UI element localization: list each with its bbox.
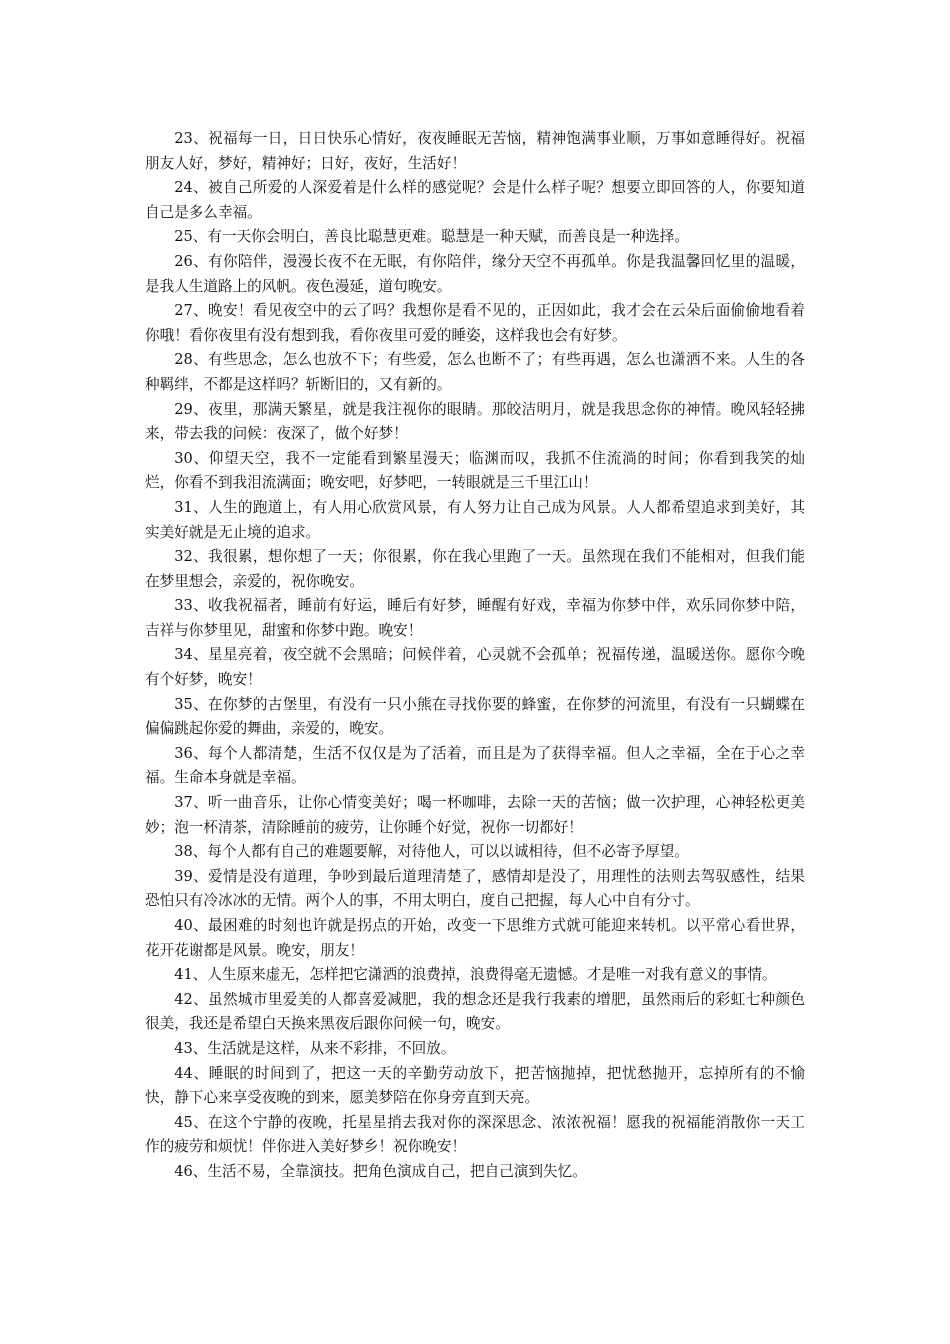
paragraph-37: 37、听一曲音乐，让你心情变美好；喝一杯咖啡，去除一天的苦恼；做一次护理，心神轻松更美妙；泡一杯清茶，清除睡前的疲劳，让你睡个好觉，祝你一切都好！ xyxy=(145,794,805,836)
paragraph-38: 38、每个人都有自己的难题要解，对待他人，可以以诚相待，但不必寄予厚望。 xyxy=(174,843,689,861)
paragraph-41: 41、人生原来虚无，怎样把它潇洒的浪费掉，浪费得毫无遗憾。才是唯一对我有意义的事情。 xyxy=(174,966,777,984)
paragraph-27: 27、晚安！看见夜空中的云了吗？我想你是看不见的，正因如此，我才会在云朵后面偷偷地看着你哦！看你夜里有没有想到我，看你夜里可爱的睡姿，这样我也会有好梦。 xyxy=(145,302,805,344)
paragraph-24: 24、被自己所爱的人深爱着是什么样的感觉呢？会是什么样子呢？想要立即回答的人，你要知道自己是多么幸福。 xyxy=(145,179,805,221)
paragraph-34: 34、星星亮着，夜空就不会黑暗；问候伴着，心灵就不会孤单；祝福传递，温暖送你。愿你今晚有个好梦，晚安！ xyxy=(145,646,805,689)
paragraph-31: 31、人生的跑道上，有人用心欣赏风景，有人努力让自己成为风景。人人都希望追求到美好，其实美好就是无止境的追求。 xyxy=(145,498,805,541)
paragraph-28: 28、有些思念，怎么也放不下；有些爱，怎么也断不了；有些再遇，怎么也潇洒不来。人生的各种羁绊，不都是这样吗？斩断旧的，又有新的。 xyxy=(145,351,805,393)
paragraph-32: 32、我很累，想你想了一天；你很累，你在我心里跑了一天。虽然现在我们不能相对，但我们能在梦里想会，亲爱的，祝你晚安。 xyxy=(145,548,805,590)
paragraph-35: 35、在你梦的古堡里，有没有一只小熊在寻找你要的蜂蜜，在你梦的河流里，有没有一只蝴蝶在偏偏跳起你爱的舞曲，亲爱的，晚安。 xyxy=(145,695,805,738)
paragraph-30: 30、仰望天空，我不一定能看到繁星漫天；临渊而叹，我抓不住流淌的时间；你看到我笑的灿烂，你看不到我泪流满面；晚安吧，好梦吧，一转眼就是三千里江山！ xyxy=(145,449,805,492)
paragraph-43: 43、生活就是这样，从来不彩排，不回放。 xyxy=(174,1039,456,1057)
paragraph-39: 39、爱情是没有道理，争吵到最后道理清楚了，感情却是没了，用理性的法则去驾驭感性，结果恐怕只有冷冰冰的无情。两个人的事，不用太明白，度自己把握，每人心中自有分寸。 xyxy=(145,867,805,910)
paragraph-26: 26、有你陪伴，漫漫长夜不在无眠，有你陪伴，缘分天空不再孤单。你是我温馨回忆里的温暖，是我人生道路上的风帆。夜色漫延，道句晚安。 xyxy=(145,252,805,295)
paragraph-46: 46、生活不易，全靠演技。把角色演成自己，把自己演到失忆。 xyxy=(174,1162,587,1180)
paragraph-40: 40、最困难的时刻也许就是拐点的开始，改变一下思维方式就可能迎来转机。以平常心看世界，花开花谢都是风景。晚安，朋友！ xyxy=(145,917,805,959)
paragraph-33: 33、收我祝福者，睡前有好运，睡后有好梦，睡醒有好戏，幸福为你梦中伴，欢乐同你梦中陪，吉祥与你梦里见，甜蜜和你梦中跑。晚安！ xyxy=(145,597,805,639)
paragraph-25: 25、有一天你会明白，善良比聪慧更难。聪慧是一种天赋，而善良是一种选择。 xyxy=(174,228,689,246)
paragraph-29: 29、夜里，那满天繁星，就是我注视你的眼睛。那皎洁明月，就是我思念你的神情。晚风轻轻拂来，带去我的问候：夜深了，做个好梦！ xyxy=(145,400,805,443)
paragraph-44: 44、睡眠的时间到了，把这一天的辛勤劳动放下，把苦恼抛掉，把忧愁抛开，忘掉所有的不愉快，静下心来享受夜晚的到来，愿美梦陪在你身旁直到天亮。 xyxy=(145,1064,805,1107)
paragraph-42: 42、虽然城市里爱美的人都喜爱减肥，我的想念还是我行我素的增肥，虽然雨后的彩虹七种颜色很美，我还是希望白天换来黑夜后跟你问候一句，晚安。 xyxy=(145,990,805,1033)
paragraph-45: 45、在这个宁静的夜晚，托星星捎去我对你的深深思念、浓浓祝福！愿我的祝福能消散你一天工作的疲劳和烦忧！伴你进入美好梦乡！祝你晚安！ xyxy=(145,1113,805,1156)
paragraph-23: 23、祝福每一日，日日快乐心情好，夜夜睡眠无苦恼，精神饱满事业顺，万事如意睡得好。祝福朋友人好，梦好，精神好；日好，夜好，生活好！ xyxy=(145,130,805,172)
document-body xyxy=(145,127,805,1185)
paragraph-36: 36、每个人都清楚，生活不仅仅是为了活着，而且是为了获得幸福。但人之幸福，全在于心之幸福。生命本身就是幸福。 xyxy=(145,744,805,787)
